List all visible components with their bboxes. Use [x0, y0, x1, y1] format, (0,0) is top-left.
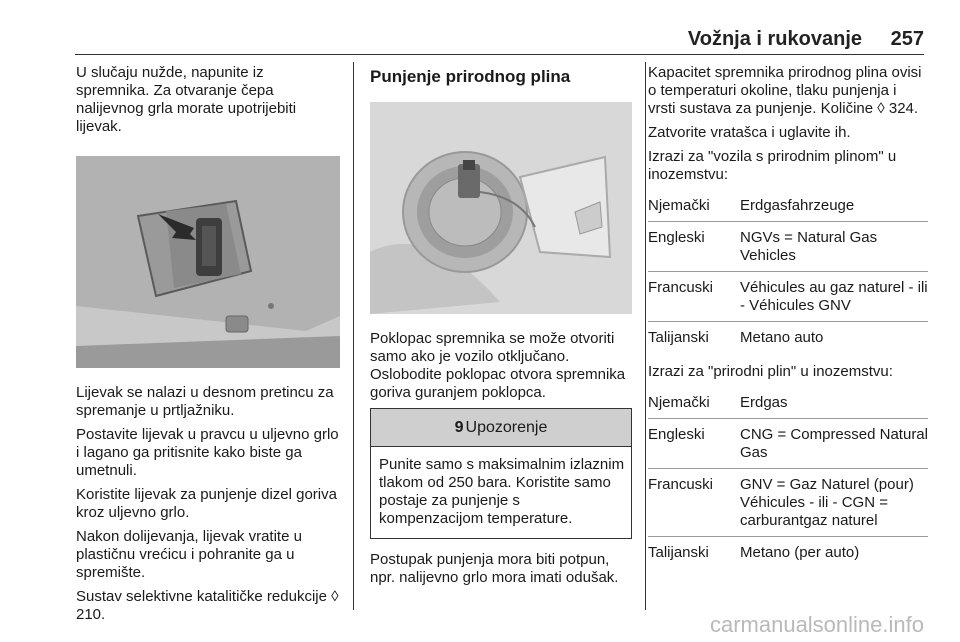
- vehicle-terms-table: [648, 190, 928, 353]
- language-cell: Talijanski: [648, 329, 709, 346]
- warning-header: [371, 409, 631, 447]
- trunk-compartment-image: [76, 156, 340, 368]
- warning-box: [370, 408, 632, 539]
- table-row: [648, 322, 928, 354]
- column-right: [648, 64, 928, 568]
- paragraph: Nakon dolijevanja, lijevak vratite u plastičnu vrećicu i pohranite ga u spremište.: [76, 528, 302, 581]
- warning-text: Punite samo s maksimalnim izlaznim tlakom od 250 bara. Koristite samo postaje za punjenje s kompenzacijom temperature.: [379, 456, 625, 527]
- table-row: [648, 387, 928, 419]
- table-row: [648, 537, 928, 569]
- warning-icon: 9: [454, 418, 464, 436]
- table-row: [648, 419, 928, 469]
- fuel-filler-image: [370, 102, 632, 314]
- paragraph: Koristite lijevak za punjenje dizel goriva kroz uljevno grlo.: [76, 486, 337, 521]
- funnel-illustration: [76, 156, 340, 368]
- term-cell: Erdgas: [740, 387, 928, 419]
- table-row: [648, 190, 928, 222]
- term-cell: Metano auto: [740, 329, 824, 346]
- paragraph: U slučaju nužde, napunite iz spremnika. Za otvaranje čepa nalijevnog grla morate upotrijebiti lijevak.: [76, 64, 297, 135]
- paragraph: Sustav selektivne katalitičke redukcije ◊ 210.: [76, 588, 339, 623]
- column-divider: [645, 62, 646, 610]
- table-row: [648, 272, 928, 322]
- language-cell: Talijanski: [648, 544, 709, 561]
- header-rule: [75, 54, 924, 55]
- page-number: 257: [890, 28, 924, 50]
- language-cell: Njemački: [648, 387, 740, 419]
- table-row: [648, 469, 928, 537]
- table-row: [648, 222, 928, 272]
- paragraph: Izrazi za "vozila s prirodnim plinom" u inozemstvu:: [648, 148, 897, 183]
- paragraph: Izrazi za "prirodni plin" u inozemstvu:: [648, 363, 893, 380]
- page-header: [0, 0, 960, 62]
- term-cell: Metano (per auto): [740, 544, 860, 561]
- language-cell: Francuski: [648, 469, 740, 537]
- paragraph: Kapacitet spremnika prirodnog plina ovisi o temperaturi okoline, tlaku punjenja i vrsti sustava za punjenje. Količine ◊ 324.: [648, 64, 922, 117]
- warning-title: Upozorenje: [465, 418, 548, 436]
- paragraph: Poklopac spremnika se može otvoriti samo ako je vozilo otključano. Oslobodite poklopac otvora spremnika goriva guranjem poklopca.: [370, 330, 626, 401]
- section-title: Vožnja i rukovanje: [687, 28, 862, 50]
- paragraph: Postupak punjenja mora biti potpun, npr. nalijevno grlo mora imati odušak.: [370, 551, 619, 586]
- paragraph: Lijevak se nalazi u desnom pretincu za spremanje u prtljažniku.: [76, 384, 334, 419]
- term-cell: GNV = Gaz Naturel (pour) Véhicules - ili - CGN = carburantgaz naturel: [740, 469, 928, 537]
- gas-terms-table: [648, 387, 928, 568]
- language-cell: Francuski: [648, 272, 740, 322]
- column-left: [76, 64, 340, 630]
- language-cell: Engleski: [648, 222, 740, 272]
- paragraph: Postavite lijevak u pravcu u uljevno grlo i lagano ga pritisnite kako biste ga umetnuli.: [76, 426, 339, 479]
- term-cell: Erdgasfahrzeuge: [740, 190, 928, 222]
- column-divider: [353, 62, 354, 610]
- term-cell: Véhicules au gaz naturel - ili - Véhicules GNV: [740, 272, 928, 322]
- section-heading: Punjenje prirodnog plina: [370, 67, 571, 86]
- term-cell: NGVs = Natural Gas Vehicles: [740, 222, 928, 272]
- column-middle: [370, 64, 632, 593]
- paragraph: Zatvorite vratašca i uglavite ih.: [648, 124, 851, 141]
- fuel-cap-illustration: [370, 102, 632, 314]
- term-cell: CNG = Compressed Natural Gas: [740, 419, 928, 469]
- watermark: carmanualsonline.info: [709, 612, 924, 637]
- language-cell: Njemački: [648, 190, 740, 222]
- language-cell: Engleski: [648, 419, 740, 469]
